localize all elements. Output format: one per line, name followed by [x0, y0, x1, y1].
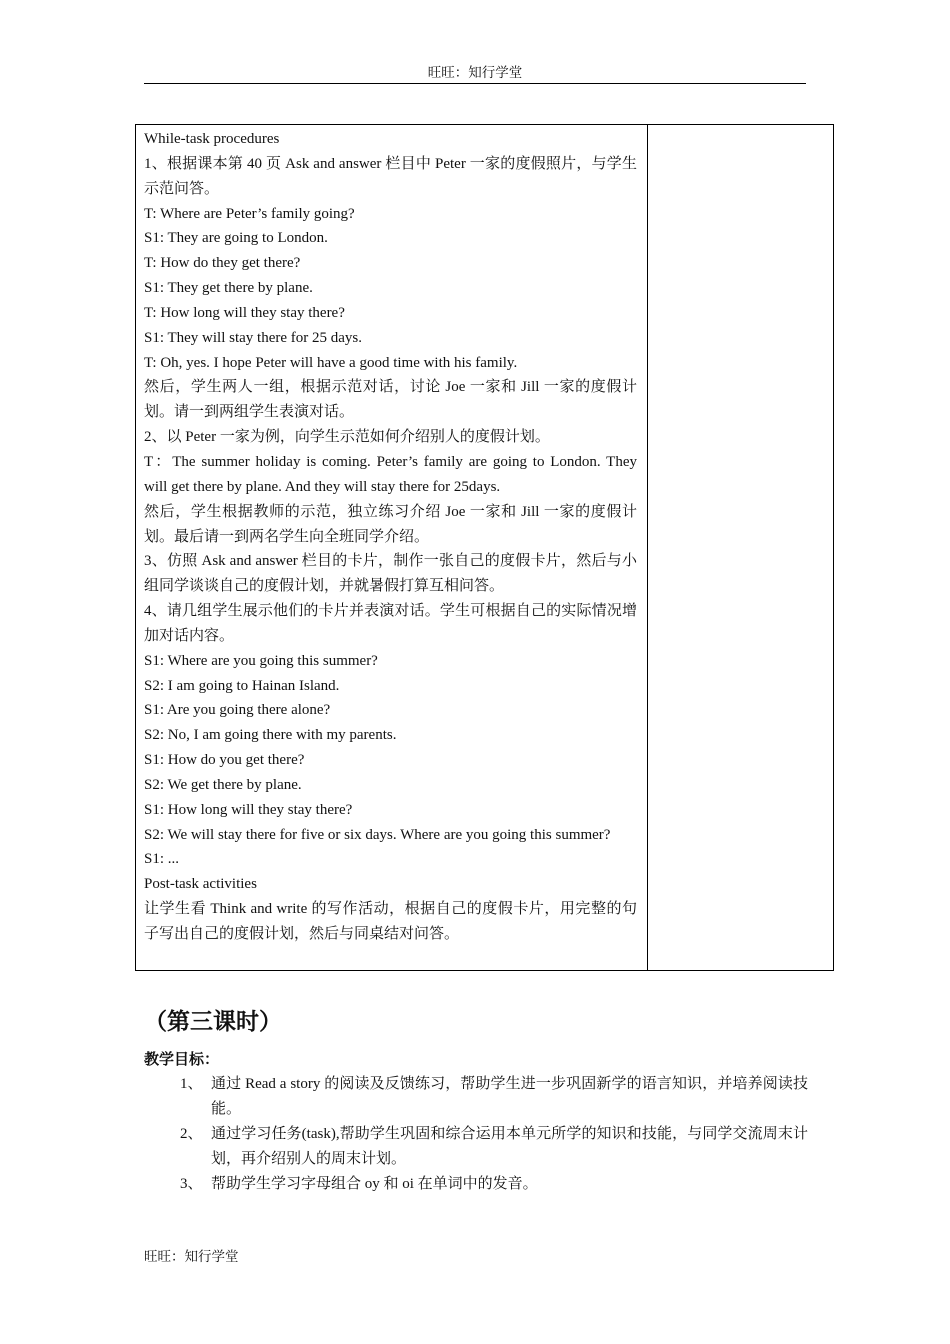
dialogue-line: S1: How long will they stay there?	[144, 801, 353, 818]
lesson-heading: （第三课时）	[144, 1009, 282, 1035]
page-footer: 旺旺：知行学堂	[144, 1249, 239, 1264]
goal-item	[180, 1072, 808, 1122]
lesson-plan-table	[135, 124, 834, 971]
dialogue-line: S1: They will stay there for 25 days.	[144, 329, 363, 346]
page-header: 旺旺：知行学堂	[427, 65, 523, 80]
section-title: While-task procedures	[144, 131, 280, 147]
dialogue-line: S2: I am going to Hainan Island.	[144, 677, 340, 694]
instruction: 然后，学生两人一组，根据示范对话，讨论 Joe 一家和 Jill 一家的度假计划。请一到两组学生表演对话。	[144, 379, 637, 421]
column-divider	[647, 125, 648, 970]
goal-number: 1、	[180, 1076, 203, 1092]
header-rule	[144, 83, 806, 84]
instruction: 让学生看 Think and write 的写作活动，根据自己的度假卡片，用完整的句子写出自己的度假计划，然后与同桌结对问答。	[144, 901, 637, 942]
goal-text: 通过学习任务(task),帮助学生巩固和综合运用本单元所学的知识和技能，与同学交流周末计划，再介绍别人的周末计划。	[211, 1126, 808, 1167]
dialogue-line: S1: Where are you going this summer?	[144, 652, 378, 669]
instruction: 1、根据课本第 40 页 Ask and answer 栏目中 Peter 一家的度假照片，与学生示范问答。	[144, 155, 637, 197]
goal-number: 2、	[180, 1126, 203, 1142]
dialogue-line: S2: We will stay there for five or six days. Where are you going this summer?	[144, 826, 611, 843]
dialogue-line: S1: How do you get there?	[144, 752, 305, 769]
goal-text: 通过 Read a story 的阅读及反馈练习，帮助学生进一步巩固新学的语言知识，并培养阅读技能。	[211, 1076, 808, 1117]
goals-label: 教学目标：	[144, 1050, 220, 1068]
dialogue-line: T: How long will they stay there?	[144, 304, 345, 321]
dialogue-line: S1: Are you going there alone?	[144, 702, 331, 719]
instruction: 4、请几组学生展示他们的卡片并表演对话。学生可根据自己的实际情况增加对话内容。	[144, 603, 637, 644]
dialogue-line: S2: We get there by plane.	[144, 776, 302, 793]
dialogue-line: T：The summer holiday is coming. Peter’s family are going to London. They will get there by plane. And they will stay there for 25days.	[144, 453, 637, 495]
instruction: 3、仿照 Ask and answer 栏目的卡片，制作一张自己的度假卡片，然后与小组同学谈谈自己的度假计划，并就暑假打算互相问答。	[144, 553, 637, 595]
dialogue-line: T: How do they get there?	[144, 255, 301, 272]
dialogue-line: T: Where are Peter’s family going?	[144, 205, 355, 222]
instruction: 2、以 Peter 一家为例，向学生示范如何介绍别人的度假计划。	[144, 429, 550, 446]
instruction: 然后，学生根据教师的示范，独立练习介绍 Joe 一家和 Jill 一家的度假计划。最后请一到两名学生向全班同学介绍。	[144, 503, 637, 545]
procedure-cell	[144, 127, 637, 947]
goal-number: 3、	[180, 1176, 203, 1192]
goal-text: 帮助学生学习字母组合 oy 和 oi 在单词中的发音。	[211, 1176, 538, 1192]
section-title: Post-task activities	[144, 876, 257, 893]
goals-list	[180, 1072, 808, 1197]
dialogue-line: S1: They get there by plane.	[144, 280, 313, 297]
dialogue-line: S2: No, I am going there with my parents.	[144, 727, 397, 744]
dialogue-line: S1: ...	[144, 851, 180, 868]
goal-item	[180, 1122, 808, 1172]
dialogue-line: T: Oh, yes. I hope Peter will have a good time with his family.	[144, 354, 518, 371]
goal-item	[180, 1172, 808, 1197]
dialogue-line: S1: They are going to London.	[144, 230, 328, 247]
